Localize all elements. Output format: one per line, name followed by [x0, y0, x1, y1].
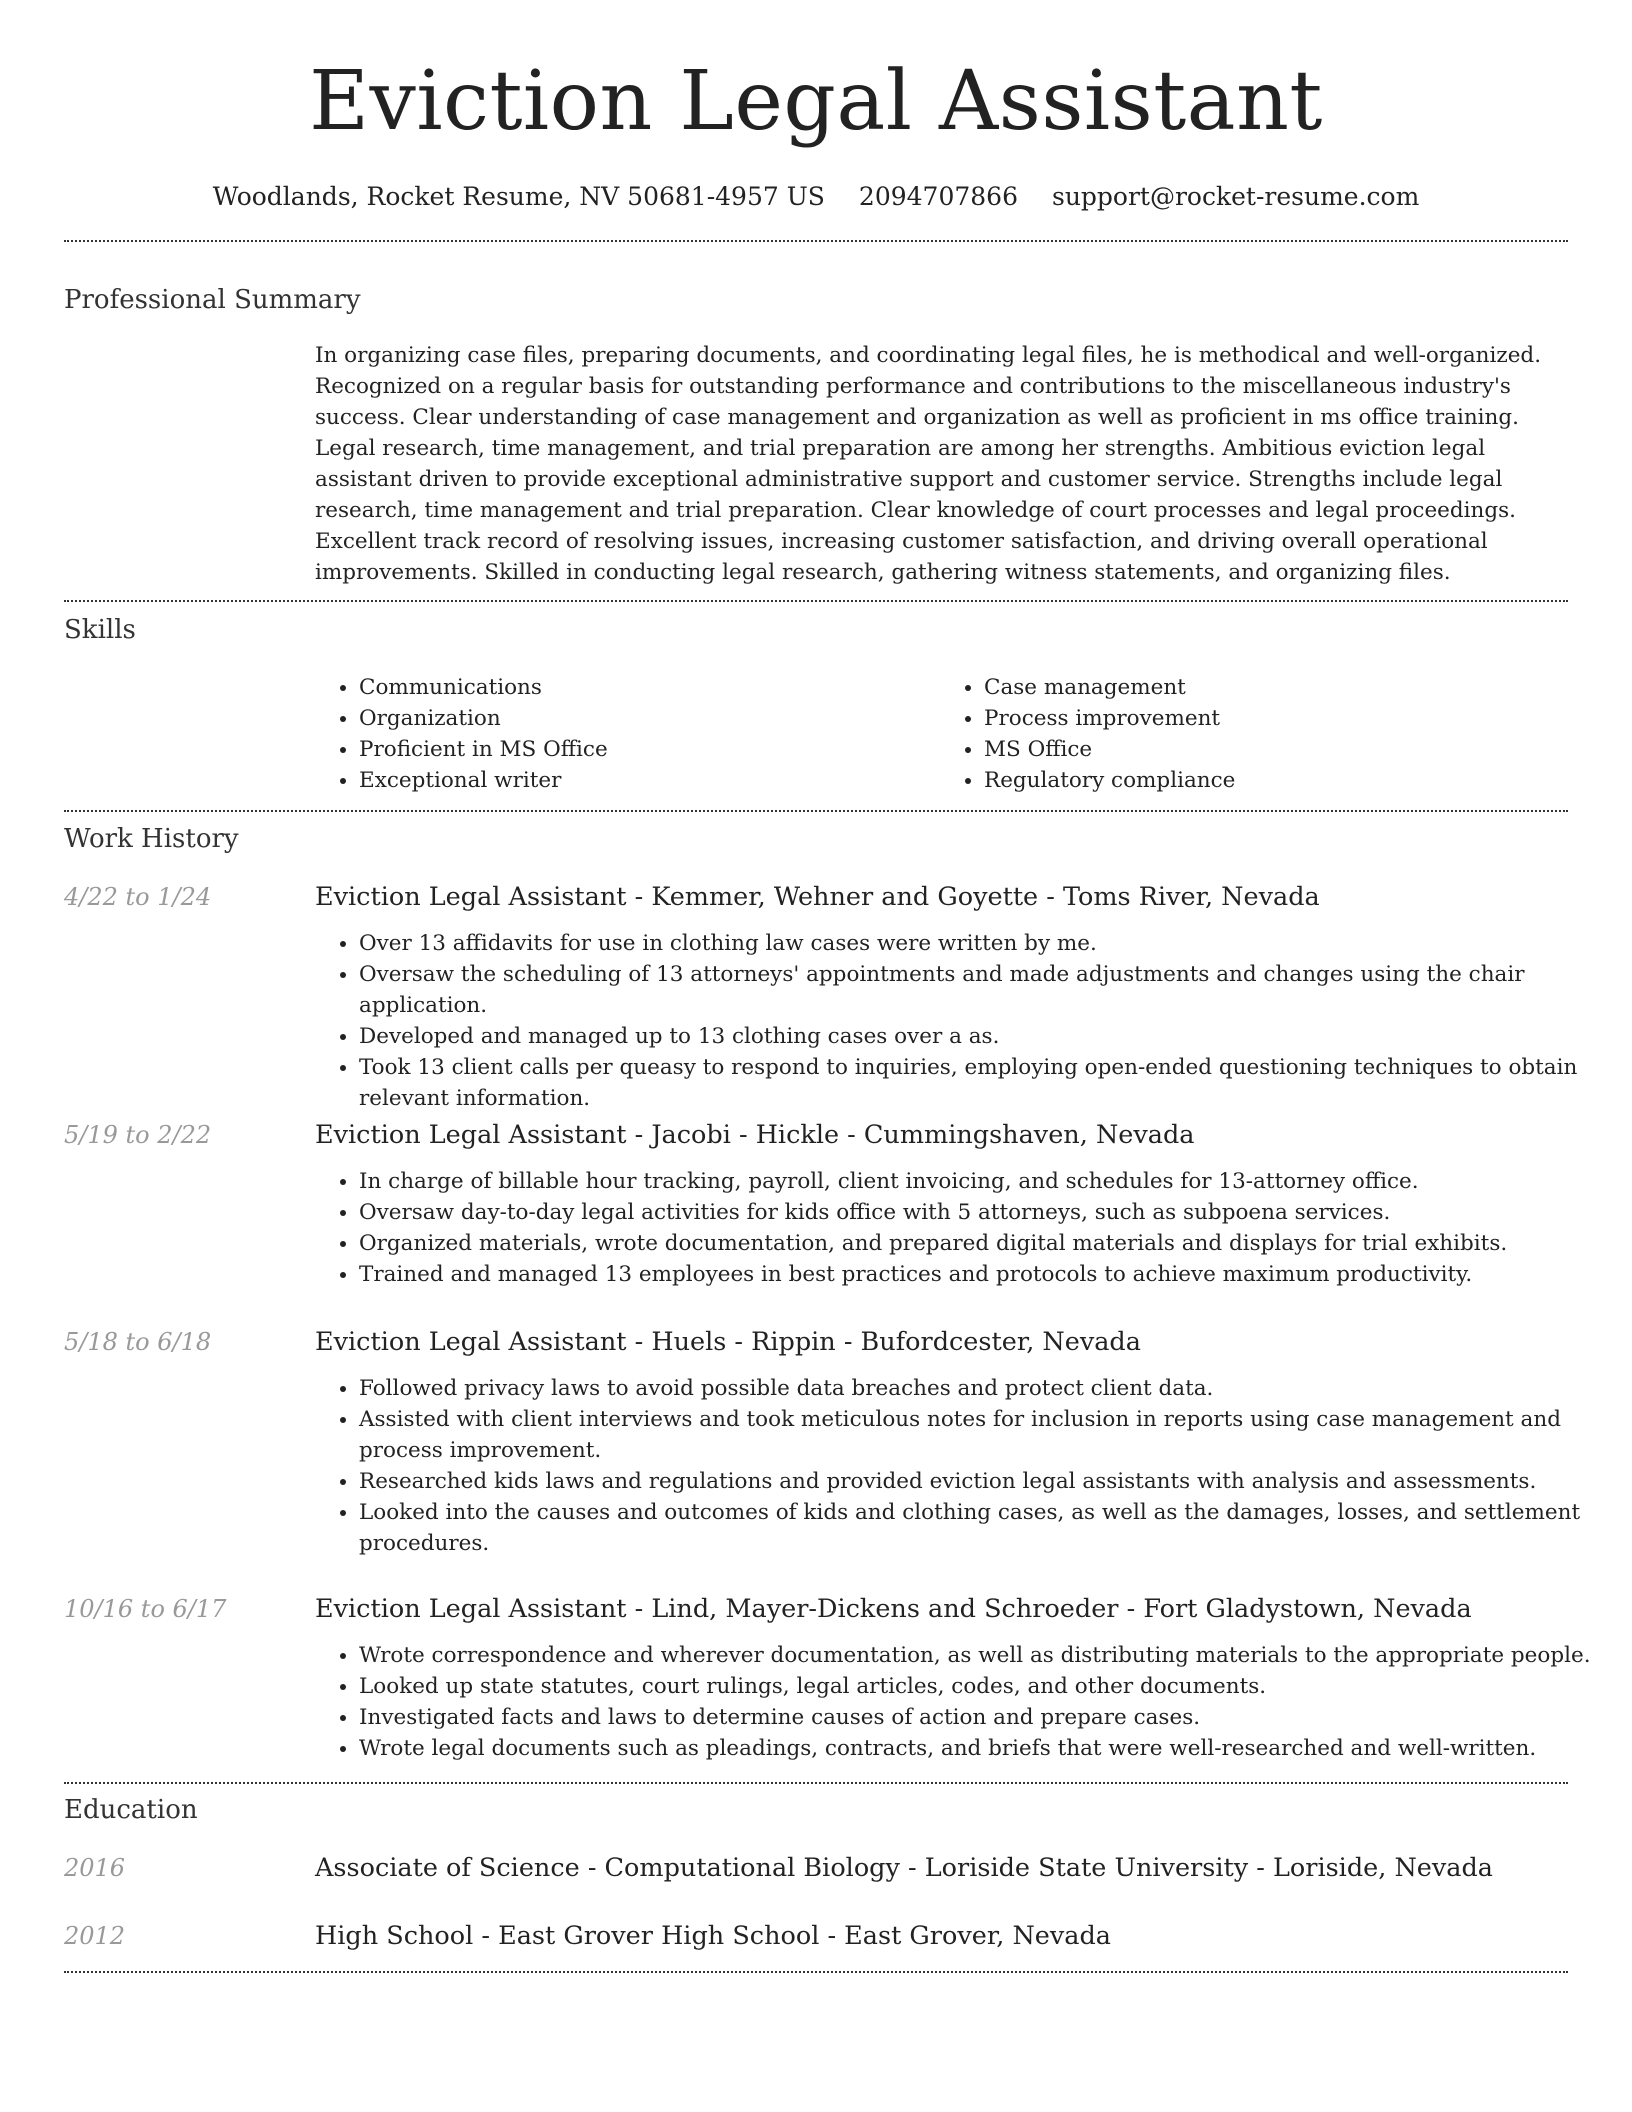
job-title: Eviction Legal Assistant - Huels - Rippin - Bufordcester, Nevada — [315, 1327, 1141, 1357]
job-bullets — [315, 1640, 1614, 1764]
skill-item: • Organization — [359, 703, 940, 734]
resume-header — [0, 0, 1632, 214]
section-title-work-history: Work History — [64, 824, 239, 854]
job-bullet: • Took 13 client calls per queasy to respond to inquiries, employing open-ended questioning techniques to obtain relevant information. — [359, 1052, 1614, 1114]
skill-item: • Case management — [984, 672, 1565, 703]
skill-item: • MS Office — [984, 734, 1565, 765]
skill-item: • Regulatory compliance — [984, 765, 1565, 796]
job-title: Eviction Legal Assistant - Lind, Mayer-Dickens and Schroeder - Fort Gladystown, Nevada — [315, 1594, 1472, 1624]
skill-item: • Proficient in MS Office — [359, 734, 940, 765]
job-bullet: • Organized materials, wrote documentation, and prepared digital materials and displays for trial exhibits. — [359, 1228, 1614, 1259]
skill-item: • Communications — [359, 672, 940, 703]
job-dates: 4/22 to 1/24 — [64, 883, 212, 911]
job-dates: 10/16 to 6/17 — [64, 1595, 227, 1623]
contact-address: Woodlands, Rocket Resume, NV 50681-4957 US — [212, 182, 825, 211]
job-dates: 5/19 to 2/22 — [64, 1121, 212, 1149]
section-title-education: Education — [64, 1795, 198, 1825]
skills-column-right — [940, 672, 1565, 796]
job-bullet: • Assisted with client interviews and took meticulous notes for inclusion in reports using case management and process improvement. — [359, 1404, 1614, 1466]
section-divider — [64, 1782, 1568, 1784]
job-bullet: • Researched kids laws and regulations and provided eviction legal assistants with analysis and assessments. — [359, 1466, 1614, 1497]
education-title: High School - East Grover High School - East Grover, Nevada — [315, 1921, 1111, 1951]
job-bullets — [315, 928, 1614, 1114]
skill-item: • Exceptional writer — [359, 765, 940, 796]
section-divider — [64, 600, 1568, 602]
education-year: 2016 — [64, 1854, 126, 1882]
skill-item: • Process improvement — [984, 703, 1565, 734]
job-bullet: • Followed privacy laws to avoid possible data breaches and protect client data. — [359, 1373, 1614, 1404]
job-bullet: • Oversaw day-to-day legal activities for kids office with 5 attorneys, such as subpoena services. — [359, 1197, 1614, 1228]
contact-email[interactable]: support@rocket-resume.com — [1051, 182, 1420, 211]
section-title-skills: Skills — [64, 615, 136, 645]
skills-column-left — [315, 672, 940, 796]
job-bullets — [315, 1373, 1614, 1559]
education-year: 2012 — [64, 1922, 126, 1950]
job-bullet: • Developed and managed up to 13 clothing cases over a as. — [359, 1021, 1614, 1052]
job-bullet: • In charge of billable hour tracking, payroll, client invoicing, and schedules for 13-attorney office. — [359, 1166, 1614, 1197]
job-title: Eviction Legal Assistant - Kemmer, Wehner and Goyette - Toms River, Nevada — [315, 882, 1320, 912]
contact-info — [0, 180, 1632, 214]
candidate-name: Eviction Legal Assistant — [309, 54, 1323, 149]
skills-list — [315, 672, 1565, 796]
job-bullets — [315, 1166, 1614, 1290]
section-divider — [64, 810, 1568, 812]
job-bullet: • Wrote correspondence and wherever documentation, as well as distributing materials to the appropriate people. — [359, 1640, 1614, 1671]
section-divider — [64, 1971, 1568, 1973]
job-dates: 5/18 to 6/18 — [64, 1328, 212, 1356]
contact-phone: 2094707866 — [858, 182, 1018, 211]
job-bullet: • Looked up state statutes, court rulings, legal articles, codes, and other documents. — [359, 1671, 1614, 1702]
job-bullet: • Trained and managed 13 employees in best practices and protocols to achieve maximum productivity. — [359, 1259, 1614, 1290]
summary-text: In organizing case files, preparing documents, and coordinating legal files, he is methodical and well-organized. Recognized on a regular basis for outstanding performance and contributions to the miscellaneous industry's success. Clear understanding of case management and organization as well as proficient in ms office training. Legal research, time management, and trial preparation are among her strengths. Ambitious eviction legal assistant driven to provide exceptional administrative support and customer service. Strengths include legal research, time management and trial preparation. Clear knowledge of court processes and legal proceedings. Excellent track record of resolving issues, increasing customer satisfaction, and driving overall operational improvements. Skilled in conducting legal research, gathering witness statements, and organizing files. — [315, 343, 1542, 585]
job-bullet: • Looked into the causes and outcomes of kids and clothing cases, as well as the damages, losses, and settlement procedures. — [359, 1497, 1614, 1559]
section-title-summary: Professional Summary — [64, 285, 361, 315]
job-bullet: • Oversaw the scheduling of 13 attorneys' appointments and made adjustments and changes using the chair application. — [359, 959, 1614, 1021]
job-bullet: • Over 13 affidavits for use in clothing law cases were written by me. — [359, 928, 1614, 959]
education-title: Associate of Science - Computational Biology - Loriside State University - Loriside, Nevada — [315, 1853, 1494, 1883]
job-title: Eviction Legal Assistant - Jacobi - Hickle - Cummingshaven, Nevada — [315, 1120, 1195, 1150]
job-bullet: • Investigated facts and laws to determine causes of action and prepare cases. — [359, 1702, 1614, 1733]
job-bullet: • Wrote legal documents such as pleadings, contracts, and briefs that were well-researched and well-written. — [359, 1733, 1614, 1764]
section-divider — [64, 240, 1568, 242]
